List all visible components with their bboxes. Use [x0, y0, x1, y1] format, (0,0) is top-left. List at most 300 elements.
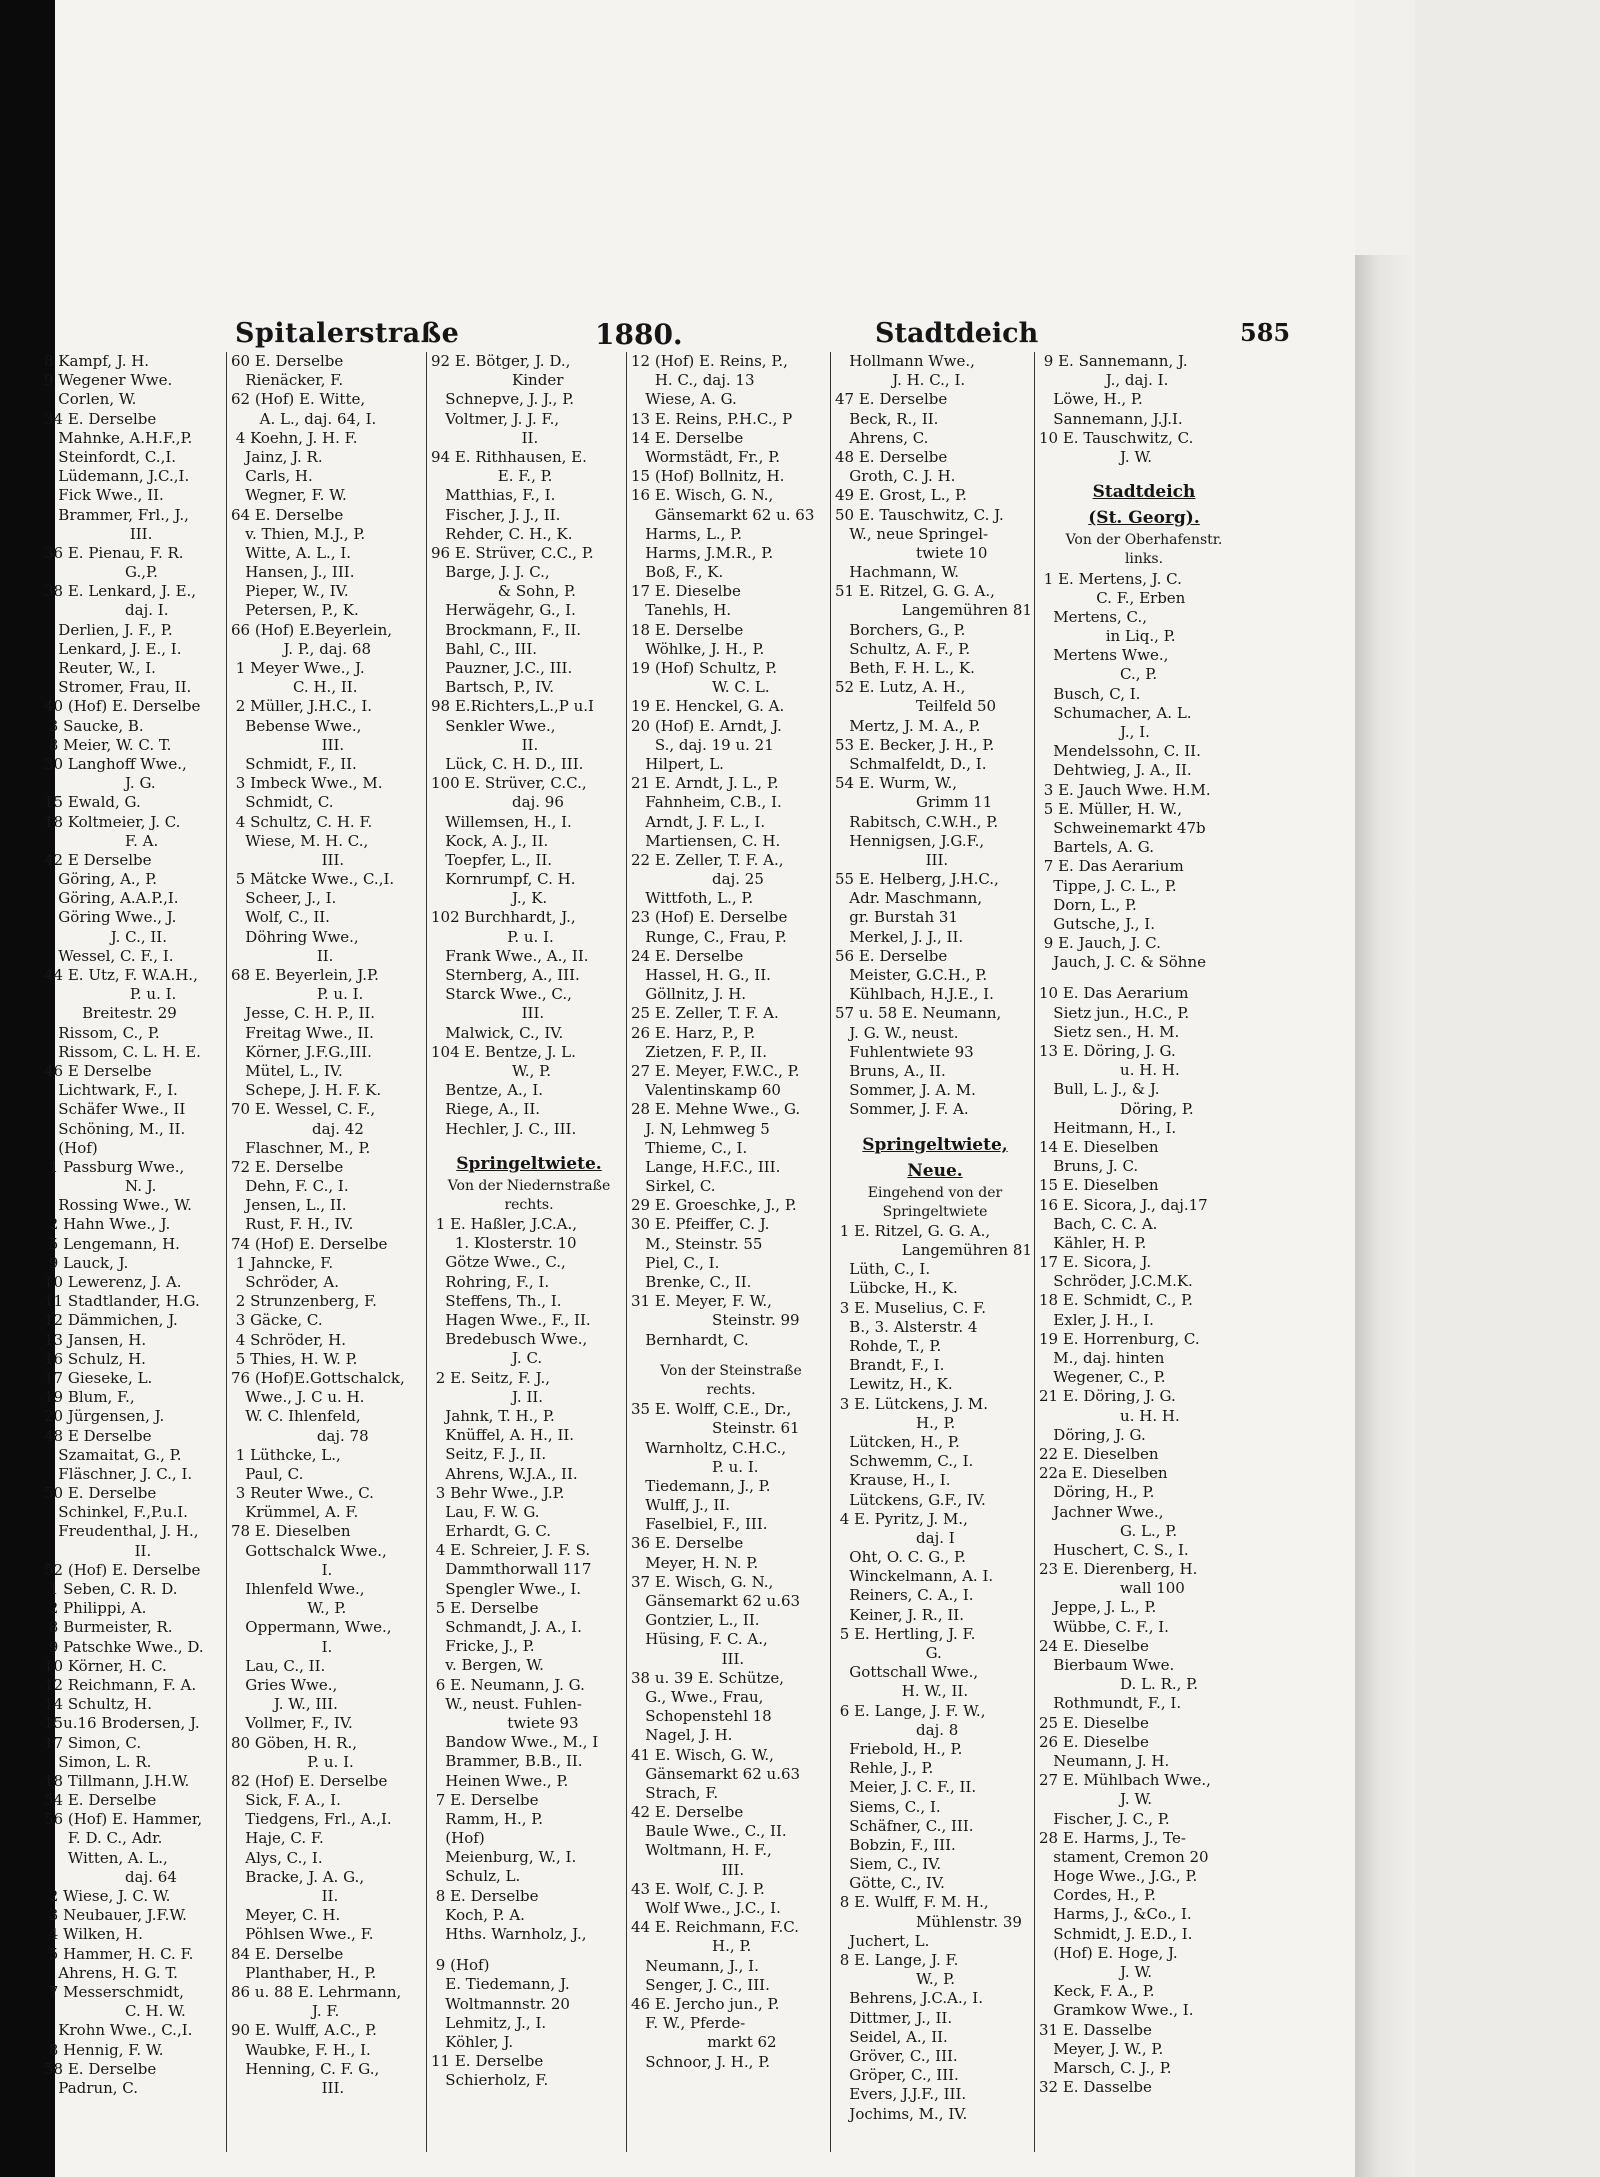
- directory-entry: Lübcke, H., K.: [835, 1279, 958, 1298]
- directory-entry: Mahnke, A.H.F.,P.: [44, 428, 193, 447]
- directory-entry: Harms, J.M.R., P.: [631, 543, 774, 562]
- directory-entry: Busch, C, I.: [1039, 684, 1141, 703]
- directory-entry: 9 Patschke Wwe., D.: [44, 1637, 204, 1656]
- directory-entry: Senger, J. C., III.: [631, 1975, 770, 1994]
- directory-entry: daj. 42: [231, 1119, 364, 1138]
- directory-entry: Petersen, P., K.: [231, 601, 359, 620]
- directory-entry: [835, 1120, 1035, 1132]
- directory-entry: in Liq., P.: [1039, 627, 1176, 646]
- directory-entry: Wessel, C. F., I.: [44, 946, 174, 965]
- directory-entry: Behrens, J.C.A., I.: [835, 1989, 983, 2008]
- directory-entry: 9 Lauck, J.: [44, 1253, 129, 1272]
- directory-entry: III.: [631, 1649, 745, 1668]
- directory-entry: H. W., II.: [835, 1682, 969, 1701]
- directory-entry: (Hof) E. Hoge, J.: [1039, 1943, 1178, 1962]
- directory-entry: Herwägehr, G., I.: [431, 601, 576, 620]
- directory-entry: J. II.: [431, 1387, 544, 1406]
- directory-entry: 3 Gäcke, C.: [231, 1311, 323, 1330]
- directory-entry: Fuhlentwiete 93: [835, 1042, 974, 1061]
- directory-entry: Harms, J., &Co., I.: [1039, 1905, 1192, 1924]
- directory-entry: 84 E. Derselbe: [231, 1944, 344, 1963]
- running-head-street-right: Stadtdeich: [875, 318, 1039, 349]
- directory-entry: Scheer, J., I.: [231, 889, 337, 908]
- directory-entry: D. L. R., P.: [1039, 1675, 1199, 1694]
- directory-entry: Jensen, L., II.: [231, 1196, 347, 1215]
- directory-entry: Wolf Wwe., J.C., I.: [631, 1899, 781, 1917]
- directory-entry: Pöhlsen Wwe., F.: [231, 1925, 374, 1944]
- directory-entry: 72 E. Derselbe: [231, 1157, 344, 1176]
- directory-entry: 26 E. Harz, P., P.: [631, 1023, 756, 1042]
- directory-entry: 52 (Hof) E. Derselbe: [44, 1560, 201, 1579]
- section-subheading: links.: [1124, 551, 1164, 568]
- directory-entry: 5 Mätcke Wwe., C.,I.: [231, 870, 395, 889]
- section-heading: Springeltwiete,: [862, 1134, 1008, 1155]
- directory-entry: 1 E. Mertens, J. C.: [1039, 569, 1182, 588]
- directory-entry: C., P.: [1039, 665, 1158, 684]
- directory-entry: Vollmer, F., IV.: [231, 1714, 353, 1733]
- directory-entry: Bentze, A., I.: [431, 1081, 544, 1100]
- directory-entry: Tanehls, H.: [631, 601, 732, 620]
- directory-entry: Steffens, Th., I.: [431, 1291, 562, 1310]
- directory-entry: Wwe., J. C u. H.: [231, 1388, 365, 1407]
- directory-entry: Schinkel, F.,P.u.I.: [44, 1503, 188, 1522]
- directory-entry: 90 E. Wulff, A.C., P.: [231, 2021, 377, 2040]
- directory-entry: Bruns, A., II.: [835, 1061, 946, 1080]
- directory-entry: Schopenstehl 18: [631, 1707, 772, 1726]
- directory-entry: markt 62: [631, 2033, 777, 2052]
- directory-entry: Derlien, J. F., P.: [44, 620, 173, 639]
- directory-entry: Rothmundt, F., I.: [1039, 1694, 1182, 1713]
- directory-entry: 19 Blum, F.,: [44, 1388, 135, 1407]
- directory-entry: Wulff, J., II.: [631, 1496, 731, 1515]
- directory-entry: Bartsch, P., IV.: [431, 678, 555, 697]
- directory-entry: Fischer, J. C., P.: [1039, 1809, 1170, 1828]
- directory-entry: II.: [431, 428, 539, 447]
- directory-entry: 22 E. Zeller, T. F. A.,: [631, 850, 784, 869]
- directory-entry: 64 E. Derselbe: [231, 505, 344, 524]
- directory-entry: 15 Ewald, G.: [44, 793, 141, 812]
- directory-entry: 60 E. Derselbe: [231, 352, 344, 370]
- directory-entry: Sirkel, C.: [631, 1177, 716, 1196]
- directory-entry: 44 E. Utz, F. W.A.H.,: [44, 966, 198, 984]
- directory-entry: 37 E. Wisch, G. N.,: [631, 1572, 774, 1591]
- directory-entry: Fricke, J., P.: [431, 1637, 535, 1656]
- directory-entry: Bull, L. J., & J.: [1039, 1080, 1160, 1099]
- directory-entry: A. L., daj. 64, I.: [231, 409, 377, 428]
- directory-entry: 68 E. Beyerlein, J.P.: [231, 966, 379, 984]
- directory-entry: Paul, C.: [231, 1464, 304, 1483]
- directory-entry: Hagen Wwe., F., II.: [431, 1311, 591, 1329]
- directory-entry: Harms, L., P.: [631, 524, 743, 543]
- directory-entry: 1 Meyer Wwe., J.: [231, 659, 365, 677]
- directory-entry: Schwemm, C., I.: [835, 1452, 974, 1471]
- directory-entry: 23 (Hof) E. Derselbe: [631, 908, 788, 927]
- directory-entry: Schultz, A. F., P.: [835, 639, 971, 658]
- directory-entry: 35 E. Wolff, C.E., Dr.,: [631, 1400, 792, 1419]
- directory-entry: u. H. H.: [1039, 1406, 1180, 1425]
- directory-entry: P. u. I.: [231, 1752, 354, 1771]
- directory-entry: Sick, F. A., I.: [231, 1791, 341, 1810]
- directory-entry: 1 E. Haßler, J.C.A.,: [431, 1215, 578, 1234]
- directory-entry: 7 E. Derselbe: [431, 1790, 539, 1809]
- directory-entry: 7 Messerschmidt,: [44, 1982, 184, 2001]
- directory-entry: 25 E. Zeller, T. F. A.: [631, 1004, 779, 1023]
- section-heading: (St. Georg).: [1088, 508, 1200, 529]
- directory-entry: 4 E. Pyritz, J. M.,: [835, 1509, 968, 1528]
- directory-entry: Oppermann, Wwe.,: [231, 1618, 392, 1637]
- directory-entry: Döhring Wwe.,: [231, 927, 359, 946]
- directory-entry: Reuter, W., I.: [44, 659, 156, 677]
- directory-entry: P. u. I.: [631, 1457, 759, 1476]
- directory-entry: Sternberg, A., III.: [431, 966, 580, 984]
- directory-entry: Marsch, C. J., P.: [1039, 2058, 1172, 2077]
- directory-entry: 5 Lengemann, H.: [44, 1234, 180, 1253]
- directory-entry: 48 E Derselbe: [44, 1426, 152, 1445]
- directory-entry: Waubke, F. H., I.: [231, 2040, 371, 2059]
- directory-entry: 2 Hahn Wwe., J.: [44, 1215, 171, 1234]
- directory-entry: J. W.: [1039, 1963, 1153, 1981]
- directory-entry: Bernhardt, C.: [631, 1330, 749, 1349]
- directory-entry: J. N, Lehmweg 5: [631, 1119, 770, 1138]
- directory-entry: 21 E. Döring, J. G.: [1039, 1387, 1176, 1406]
- directory-entry: 25 E. Dieselbe: [1039, 1713, 1149, 1732]
- directory-entry: Fahnheim, C.B., I.: [631, 793, 782, 812]
- directory-entry: Mertens, C.,: [1039, 607, 1147, 626]
- directory-entry: 28 E. Mehne Wwe., G.: [631, 1100, 801, 1119]
- directory-entry: 16 E. Wisch, G. N.,: [631, 486, 774, 505]
- directory-entry: 6 E. Neumann, J. G.: [431, 1675, 585, 1694]
- directory-entry: 20 (Hof) E. Arndt, J.: [631, 716, 782, 735]
- directory-entry: 94 E. Rithhausen, E.: [431, 447, 587, 466]
- directory-entry: 8 Hennig, F. W.: [44, 2040, 164, 2059]
- directory-entry: Exler, J. H., I.: [1039, 1310, 1154, 1329]
- directory-entry: Frank Wwe., A., II.: [431, 946, 589, 965]
- directory-entry: Beck, R., II.: [835, 409, 939, 428]
- directory-entry: Ramm, H., P.: [431, 1809, 544, 1828]
- directory-entry: 46 E Derselbe: [44, 1061, 152, 1080]
- directory-entry: Strach, F.: [631, 1783, 719, 1802]
- directory-entry: 8 E. Derselbe: [431, 1886, 539, 1905]
- directory-entry: Teilfeld 50: [835, 697, 997, 716]
- directory-entry: G. L., P.: [1039, 1521, 1178, 1540]
- directory-entry: Rehle, J., P.: [835, 1759, 934, 1778]
- directory-entry: 18 Koltmeier, J. C.: [44, 812, 181, 831]
- directory-entry: Wiese, M. H. C.,: [231, 831, 369, 850]
- directory-entry: Lehmitz, J., I.: [431, 2013, 547, 2032]
- directory-entry: Lütcken, H., P.: [835, 1432, 960, 1451]
- directory-entry: Koch, P. A.: [431, 1905, 525, 1924]
- directory-entry: J. F.: [231, 2002, 340, 2021]
- directory-entry: 47 E. Derselbe: [835, 390, 948, 409]
- directory-entry: 31 E. Meyer, F. W.,: [631, 1292, 772, 1311]
- directory-entry: 43 E. Wolf, C. J. P.: [631, 1879, 765, 1898]
- directory-entry: Groth, C. J. H.: [835, 467, 956, 486]
- directory-entry: Rissom, C., P.: [44, 1023, 160, 1042]
- directory-entry: v. Thien, M.J., P.: [231, 524, 366, 543]
- directory-entry: 18 E. Derselbe: [631, 620, 744, 639]
- directory-entry: Schulz, L.: [431, 1867, 521, 1886]
- directory-entry: 17 Gieseke, L.: [44, 1368, 153, 1387]
- directory-entry: J. W.: [1039, 447, 1153, 466]
- directory-entry: 15u.16 Brodersen, J.: [44, 1714, 200, 1733]
- directory-entry: Sietz jun., H.C., P.: [1039, 1003, 1190, 1022]
- directory-entry: Evers, J.J.F., III.: [835, 2085, 967, 2104]
- directory-entry: Freudenthal, J. H.,: [44, 1522, 199, 1541]
- directory-entry: Hollmann Wwe.,: [835, 352, 975, 370]
- directory-entry: 19 (Hof) Schultz, P.: [631, 659, 778, 677]
- directory-entry: daj. 78: [231, 1426, 369, 1445]
- directory-entry: Lück, C. H. D., III.: [431, 754, 584, 773]
- page-number: 585: [1240, 318, 1291, 347]
- directory-entry: 5 E. Hertling, J. F.: [835, 1624, 976, 1643]
- directory-entry: 10 E. Tauschwitz, C.: [1039, 428, 1194, 447]
- directory-entry: Borchers, G., P.: [835, 620, 966, 639]
- directory-entry: Kinder: [431, 371, 564, 390]
- directory-entry: Breitestr. 29: [44, 1004, 177, 1023]
- directory-entry: Willemsen, H., I.: [431, 812, 572, 831]
- section-subheading: rechts.: [706, 1381, 756, 1398]
- directory-entry: J. G.: [44, 774, 156, 793]
- directory-entry: 3 Reuter Wwe., C.: [231, 1484, 374, 1503]
- directory-entry: 2 E. Seitz, F. J.,: [431, 1368, 550, 1387]
- directory-entry: 14 E. Dieselben: [1039, 1137, 1159, 1156]
- directory-entry: Seidel, A., II.: [835, 2027, 948, 2046]
- directory-entry: Körner, J.F.G.,III.: [231, 1042, 372, 1061]
- directory-entry: Malwick, C., IV.: [431, 1023, 564, 1042]
- directory-entry: Döring, P.: [1039, 1099, 1194, 1118]
- directory-entry: daj. 8: [835, 1720, 959, 1739]
- directory-entry: 9 (Hof): [431, 1956, 490, 1975]
- directory-entry: Arndt, J. F. L., I.: [631, 812, 766, 831]
- directory-entry: Langemühren 81: [835, 601, 1032, 620]
- directory-entry: 31 E. Dasselbe: [1039, 2020, 1152, 2039]
- directory-entry: [431, 1139, 627, 1151]
- directory-entry: Bandow Wwe., M., I: [431, 1733, 599, 1752]
- directory-entry: 26 E. Dieselbe: [1039, 1732, 1149, 1751]
- directory-entry: Wöhlke, J. H., P.: [631, 639, 765, 658]
- directory-entry: [1039, 467, 1249, 479]
- directory-entry: 53 E. Becker, J. H., P.: [835, 735, 995, 754]
- directory-entry: Juchert, L.: [835, 1931, 930, 1950]
- directory-entry: 57 u. 58 E. Neumann,: [835, 1004, 1002, 1023]
- directory-entry: Woltmannstr. 20: [431, 1994, 570, 2013]
- directory-entry: 54 E. Wurm, W.,: [835, 774, 958, 793]
- directory-entry: Lütckens, G.F., IV.: [835, 1490, 986, 1509]
- directory-entry: 80 Göben, H. R.,: [231, 1733, 357, 1752]
- directory-entry: C. H., II.: [231, 678, 358, 697]
- column-2: [226, 352, 427, 2152]
- directory-entry: Runge, C., Frau, P.: [631, 927, 787, 946]
- directory-entry: Göring, A., P.: [44, 870, 158, 889]
- directory-entry: Wittfoth, L., P.: [631, 889, 754, 908]
- directory-entry: Siems, C., I.: [835, 1797, 941, 1816]
- directory-entry: Gramkow Wwe., I.: [1039, 2001, 1194, 2020]
- directory-entry: Ihlenfeld Wwe.,: [231, 1580, 365, 1598]
- directory-entry: H., P.: [835, 1413, 956, 1432]
- directory-entry: Barge, J. J. C.,: [431, 563, 550, 582]
- directory-entry: Ahrens, H. G. T.: [44, 1963, 178, 1982]
- directory-entry: Friebold, H., P.: [835, 1739, 963, 1758]
- directory-entry: Schmidt, C.: [231, 793, 334, 812]
- directory-entry: 3 Neubauer, J.F.W.: [44, 1906, 187, 1925]
- directory-entry: 1 Seben, C. R. D.: [44, 1580, 178, 1598]
- directory-entry: Brandt, F., I.: [835, 1356, 945, 1375]
- directory-entry: Schumacher, A. L.: [1039, 703, 1192, 722]
- directory-entry: 66 (Hof) E.Beyerlein,: [231, 620, 393, 639]
- directory-entry: 11 Stadtlander, H.G.: [44, 1292, 200, 1311]
- directory-entry: Wolf, C., II.: [231, 908, 330, 927]
- directory-entry: F. W., Pferde-: [631, 2014, 746, 2033]
- column-3: [426, 352, 627, 2152]
- directory-entry: N. J.: [44, 1177, 157, 1196]
- directory-entry: Schmalfeldt, D., I.: [835, 754, 987, 773]
- directory-entry: 3 E. Lütckens, J. M.: [835, 1394, 988, 1413]
- directory-entry: C. H. W.: [44, 2002, 186, 2021]
- directory-entry: Ahrens, C.: [835, 428, 929, 447]
- directory-entry: Dehn, F. C., I.: [231, 1177, 349, 1196]
- directory-entry: (Hof): [44, 1138, 98, 1157]
- directory-entry: Gröver, C., III.: [835, 2046, 958, 2065]
- directory-entry: daj. 64: [44, 1867, 177, 1886]
- directory-entry: Jeppe, J. L., P.: [1039, 1598, 1157, 1617]
- directory-entry: Lau, C., II.: [231, 1656, 326, 1675]
- directory-entry: 42 E Derselbe: [44, 850, 152, 869]
- directory-entry: Huschert, C. S., I.: [1039, 1540, 1189, 1559]
- directory-entry: 4 Koehn, J. H. F.: [231, 428, 358, 447]
- directory-entry: Jachner Wwe.,: [1039, 1502, 1164, 1521]
- directory-entry: 76 (Hof)E.Gottschalck,: [231, 1368, 405, 1387]
- directory-entry: 1 Passburg Wwe.,: [44, 1157, 185, 1176]
- directory-entry: 7 E. Das Aerarium: [1039, 857, 1184, 876]
- directory-entry: Jauch, J. C. & Söhne: [1039, 953, 1207, 972]
- directory-entry: 82 (Hof) E. Derselbe: [231, 1771, 388, 1790]
- directory-entry: Bierbaum Wwe.: [1039, 1656, 1175, 1674]
- directory-entry: Rohde, T., P.: [835, 1337, 942, 1355]
- directory-entry: 2 Philippi, A.: [44, 1599, 147, 1618]
- directory-entry: Matthias, F., I.: [431, 486, 556, 505]
- directory-entry: Beth, F. H. L., K.: [835, 659, 975, 677]
- directory-entry: 34 E. Derselbe: [44, 409, 157, 428]
- directory-entry: Sannemann, J.J.I.: [1039, 409, 1183, 428]
- directory-entry: 14 E. Derselbe: [631, 428, 744, 447]
- directory-entry: Sommer, J. A. M.: [835, 1081, 976, 1100]
- directory-entry: Rienäcker, F.: [231, 371, 344, 390]
- directory-entry: Göring, A.A.P.,I.: [44, 889, 179, 908]
- directory-entry: Schröder, J.C.M.K.: [1039, 1272, 1193, 1291]
- directory-entry: 18 Tillmann, J.H.W.: [44, 1771, 190, 1790]
- directory-entry: 13 Jansen, H.: [44, 1330, 147, 1349]
- directory-entry: Fischer, J. J., II.: [431, 505, 561, 524]
- section-subheading: Eingehend von der: [867, 1184, 1003, 1201]
- directory-entry: u. H. H.: [1039, 1061, 1180, 1080]
- directory-entry: Ahrens, W.J.A., II.: [431, 1464, 578, 1483]
- directory-entry: Schmidt, F., II.: [231, 754, 357, 773]
- directory-entry: 10 Lewerenz, J. A.: [44, 1273, 182, 1291]
- directory-entry: Sommer, J. F. A.: [835, 1100, 969, 1119]
- directory-entry: Szamaitat, G., P.: [44, 1445, 182, 1464]
- directory-entry: Gutsche, J., I.: [1039, 914, 1155, 933]
- directory-entry: 36 E. Derselbe: [631, 1534, 744, 1553]
- directory-entry: Schäfner, C., III.: [835, 1816, 974, 1835]
- page-edge-shadow: [1355, 255, 1415, 2177]
- directory-entry: Spengler Wwe., I.: [431, 1579, 582, 1598]
- directory-entry: Lewitz, H., K.: [835, 1375, 953, 1394]
- directory-entry: 49 E. Grost, L., P.: [835, 486, 967, 505]
- directory-entry: 30 Langhoff Wwe.,: [44, 754, 187, 773]
- section-subheading: Von der Oberhafenstr.: [1065, 532, 1223, 549]
- directory-entry: Corlen, W.: [44, 390, 137, 409]
- directory-entry: J., I.: [1039, 723, 1150, 741]
- directory-entry: Schnepve, J. J., P.: [431, 390, 575, 409]
- directory-entry: Brammer, B.B., II.: [431, 1752, 583, 1771]
- directory-entry: H. C., daj. 13: [631, 371, 755, 390]
- directory-entry: Gänsemarkt 62 u.63: [631, 1592, 801, 1610]
- column-6: [1034, 352, 1249, 2152]
- directory-entry: 1 Jahncke, F.: [231, 1253, 334, 1272]
- directory-entry: J., K.: [431, 889, 548, 908]
- directory-entry: Neumann, J. H.: [1039, 1751, 1170, 1770]
- directory-entry: Mertz, J. M. A., P.: [835, 716, 981, 735]
- directory-entry: Lenkard, J. E., I.: [44, 639, 182, 658]
- directory-entry: 20 Jürgensen, J.: [44, 1407, 165, 1426]
- directory-entry: Pauzner, J.C., III.: [431, 659, 573, 677]
- directory-entry: Langemühren 81: [835, 1241, 1032, 1260]
- directory-entry: III.: [231, 850, 345, 869]
- directory-entry: 50 E. Tauschwitz, C. J.: [835, 505, 1004, 524]
- directory-entry: Lau, F. W. G.: [431, 1502, 540, 1521]
- directory-entry: Gottschall Wwe.,: [835, 1663, 979, 1682]
- directory-entry: Jahnk, T. H., P.: [431, 1406, 555, 1425]
- directory-entry: Thieme, C., I.: [631, 1138, 748, 1157]
- directory-entry: Meienburg, W., I.: [431, 1848, 577, 1867]
- directory-entry: W., neust. Fuhlen-: [431, 1694, 582, 1713]
- directory-entry: 21 E. Arndt, J. L., P.: [631, 774, 779, 793]
- directory-entry: 4 Schultz, C. H. F.: [231, 812, 373, 831]
- directory-entry: Meyer, C. H.: [231, 1906, 341, 1925]
- directory-entry: 40 (Hof) E. Derselbe: [44, 697, 201, 716]
- directory-entry: 13 E. Reins, P.H.C., P: [631, 409, 793, 428]
- directory-entry: 86 u. 88 E. Lehrmann,: [231, 1982, 402, 2001]
- directory-entry: I.: [231, 1637, 333, 1656]
- directory-entry: 12 Reichmann, F. A.: [44, 1675, 197, 1694]
- directory-entry: Freitag Wwe., II.: [231, 1023, 374, 1042]
- directory-entry: H., P.: [631, 1937, 752, 1956]
- directory-entry: Toepfer, L., II.: [431, 850, 553, 869]
- directory-entry: Gröper, C., III.: [835, 2066, 959, 2085]
- directory-entry: Adr. Maschmann,: [835, 889, 983, 908]
- directory-entry: 41 E. Wisch, G. W.,: [631, 1745, 774, 1764]
- directory-entry: Heinen Wwe., P.: [431, 1771, 569, 1790]
- directory-entry: 10 Körner, H. C.: [44, 1656, 167, 1675]
- section-heading: Springeltwiete.: [456, 1153, 602, 1174]
- directory-entry: Lange, H.F.C., III.: [631, 1157, 781, 1176]
- directory-entry: Mertens Wwe.,: [1039, 646, 1169, 665]
- directory-entry: 5 Hammer, H. C. F.: [44, 1944, 194, 1963]
- directory-entry: Hassel, H. G., II.: [631, 966, 771, 984]
- directory-entry: Henning, C. F. G.,: [231, 2059, 380, 2078]
- directory-entry: Tiedemann, J., P.: [631, 1476, 771, 1495]
- directory-entry: Meyer, H. N. P.: [631, 1553, 759, 1572]
- directory-entry: Schmidt, J. E.D., I.: [1039, 1924, 1193, 1943]
- directory-entry: stament, Cremon 20: [1039, 1847, 1209, 1866]
- directory-entry: 17 Simon, C.: [44, 1733, 142, 1752]
- directory-entry: 27 E. Meyer, F.W.C., P.: [631, 1061, 800, 1080]
- directory-columns: [40, 352, 1250, 2152]
- directory-entry: twiete 10: [835, 543, 988, 562]
- directory-entry: Kühlbach, H.J.E., I.: [835, 985, 994, 1004]
- directory-entry: 28 E. Harms, J., Te-: [1039, 1828, 1186, 1847]
- directory-entry: Pieper, W., IV.: [231, 582, 349, 601]
